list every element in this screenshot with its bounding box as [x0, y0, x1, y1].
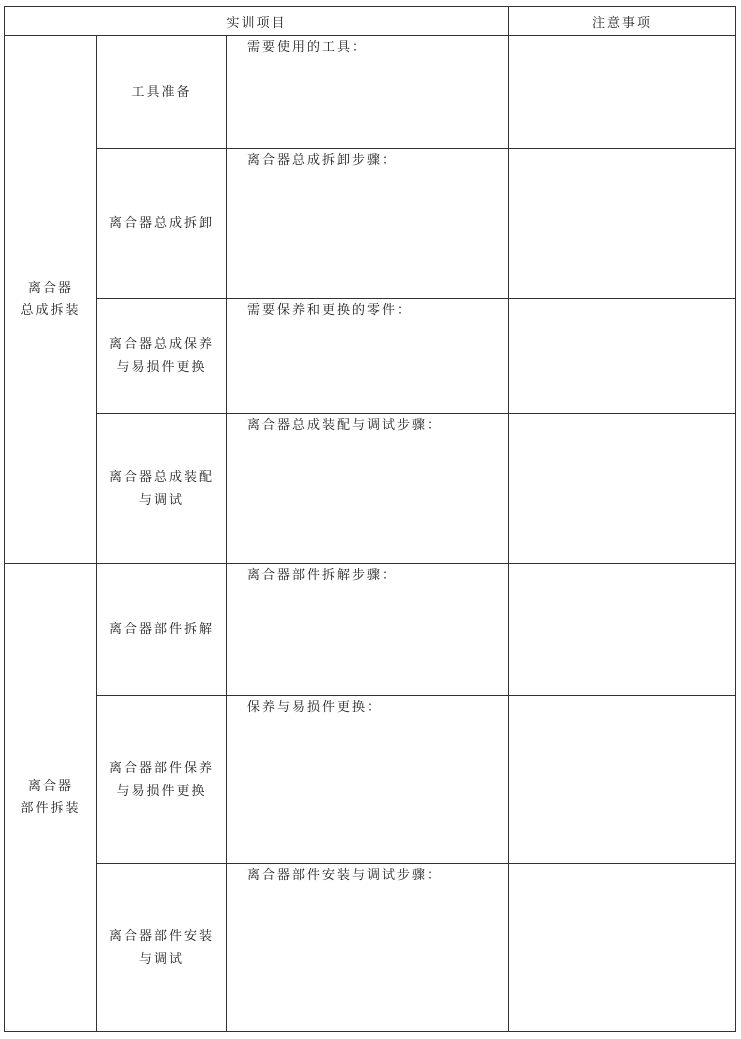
item-label: 离合器部件安装 与调试 [108, 928, 214, 967]
content-prompt: 需要保养和更换的零件： [247, 303, 413, 318]
table-row [5, 149, 736, 299]
content-prompt: 离合器部件拆解步骤： [247, 568, 398, 583]
note-field[interactable] [509, 696, 736, 864]
content-prompt: 需要使用的工具： [247, 40, 368, 55]
category-cell [5, 564, 97, 1032]
table-row [5, 696, 736, 864]
table-row [5, 36, 736, 149]
notes-column-header: 注意事项 [509, 7, 736, 36]
note-field[interactable] [509, 564, 736, 696]
note-field[interactable] [509, 414, 736, 564]
item-cell [97, 564, 227, 696]
item-label: 工具准备 [131, 84, 192, 100]
item-label: 离合器总成拆卸 [108, 216, 214, 231]
item-label: 离合器总成装配 与调试 [108, 469, 214, 508]
item-label: 离合器部件保养 与易损件更换 [108, 760, 214, 799]
item-label: 离合器部件拆解 [108, 622, 214, 637]
project-column-header: 实训项目 [5, 7, 509, 36]
content-prompt: 离合器部件安装与调试步骤： [247, 868, 443, 883]
content-field[interactable] [227, 564, 509, 696]
item-cell [97, 299, 227, 414]
item-cell [97, 864, 227, 1032]
content-prompt: 离合器总成拆卸步骤： [247, 153, 398, 168]
table-header-row [5, 7, 736, 36]
item-cell [97, 696, 227, 864]
table-row [5, 864, 736, 1032]
content-field[interactable] [227, 36, 509, 149]
content-prompt: 离合器总成装配与调试步骤： [247, 418, 443, 433]
item-cell [97, 414, 227, 564]
table-row [5, 564, 736, 696]
table-row [5, 299, 736, 414]
note-field[interactable] [509, 864, 736, 1032]
item-label: 离合器总成保养 与易损件更换 [108, 337, 214, 375]
note-field[interactable] [509, 299, 736, 414]
category-label: 离合器 总成拆装 [20, 280, 81, 318]
category-label: 离合器 部件拆装 [20, 778, 81, 816]
item-cell [97, 149, 227, 299]
training-record-table [4, 6, 736, 1032]
item-cell [97, 36, 227, 149]
note-field[interactable] [509, 36, 736, 149]
category-cell [5, 36, 97, 564]
table-row [5, 414, 736, 564]
content-field[interactable] [227, 299, 509, 414]
note-field[interactable] [509, 149, 736, 299]
content-field[interactable] [227, 696, 509, 864]
content-field[interactable] [227, 864, 509, 1032]
content-field[interactable] [227, 414, 509, 564]
content-field[interactable] [227, 149, 509, 299]
content-prompt: 保养与易损件更换： [247, 700, 383, 715]
